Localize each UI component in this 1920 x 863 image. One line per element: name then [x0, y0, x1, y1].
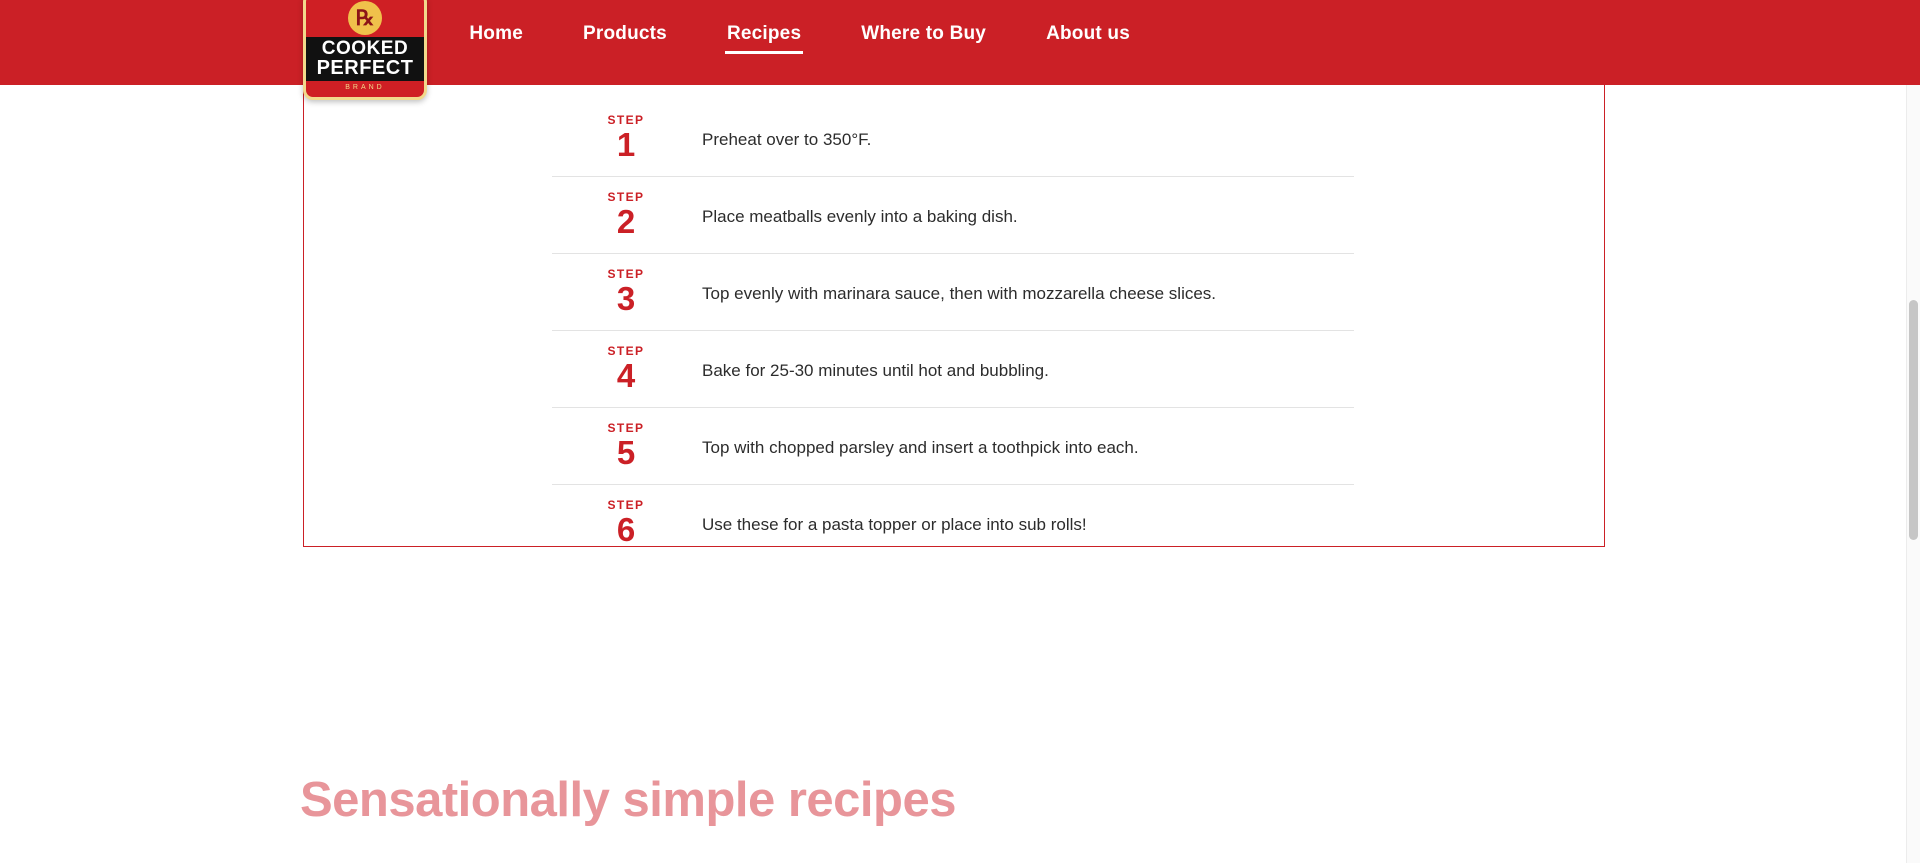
logo-line2: PERFECT — [316, 57, 414, 79]
nav-item-products[interactable]: Products — [582, 23, 667, 44]
chef-swirl-icon: ℞ — [348, 1, 382, 35]
step-number: 1 — [616, 126, 636, 163]
step-label: STEP — [607, 267, 645, 281]
recipe-steps-card — [303, 72, 1605, 547]
step-label: STEP — [607, 344, 645, 358]
site-logo[interactable] — [303, 0, 427, 100]
recipe-step-row — [552, 408, 1354, 485]
nav-item-about-us[interactable]: About us — [1046, 23, 1130, 44]
step-number-block — [552, 496, 700, 548]
step-number: 4 — [616, 357, 636, 394]
step-number-block — [552, 188, 700, 240]
recipe-step-row — [552, 331, 1354, 408]
step-label: STEP — [607, 113, 645, 127]
step-text: Place meatballs evenly into a baking dish. — [702, 207, 1018, 226]
step-number-block — [552, 342, 700, 394]
step-number-block — [552, 111, 700, 163]
vertical-scrollbar[interactable] — [1906, 0, 1920, 863]
step-number-block — [552, 265, 700, 317]
step-label: STEP — [607, 421, 645, 435]
step-number: 2 — [616, 203, 636, 240]
recipe-step-row — [552, 100, 1354, 177]
recipe-steps-list — [552, 100, 1354, 561]
scrollbar-thumb[interactable] — [1909, 300, 1918, 540]
step-number: 6 — [616, 511, 636, 548]
nav-item-home[interactable]: Home — [469, 23, 523, 44]
recipe-step-row — [552, 485, 1354, 561]
recipe-step-row — [552, 177, 1354, 254]
logo-line1: COOKED — [321, 38, 409, 59]
step-text: Bake for 25-30 minutes until hot and bubbling. — [702, 361, 1049, 380]
nav-item-where-to-buy[interactable]: Where to Buy — [861, 23, 987, 44]
main-navigation — [439, 0, 1920, 68]
logo-text-band — [306, 37, 424, 81]
site-header — [0, 0, 1920, 91]
step-text: Use these for a pasta topper or place into sub rolls! — [702, 515, 1087, 534]
step-text: Top evenly with marinara sauce, then with mozzarella cheese slices. — [702, 284, 1217, 303]
step-text: Top with chopped parsley and insert a toothpick into each. — [702, 438, 1139, 457]
recipe-step-row — [552, 254, 1354, 331]
step-text: Preheat over to 350°F. — [702, 130, 872, 149]
step-number: 5 — [616, 434, 636, 471]
step-number: 3 — [616, 280, 636, 317]
section-heading-sensationally-simple-recipes: Sensationally simple recipes — [300, 773, 956, 827]
step-label: STEP — [607, 498, 645, 512]
logo-subtitle: BRAND — [345, 84, 385, 91]
step-number-block — [552, 419, 700, 471]
nav-item-recipes[interactable]: Recipes — [697, 0, 831, 68]
step-label: STEP — [607, 190, 645, 204]
